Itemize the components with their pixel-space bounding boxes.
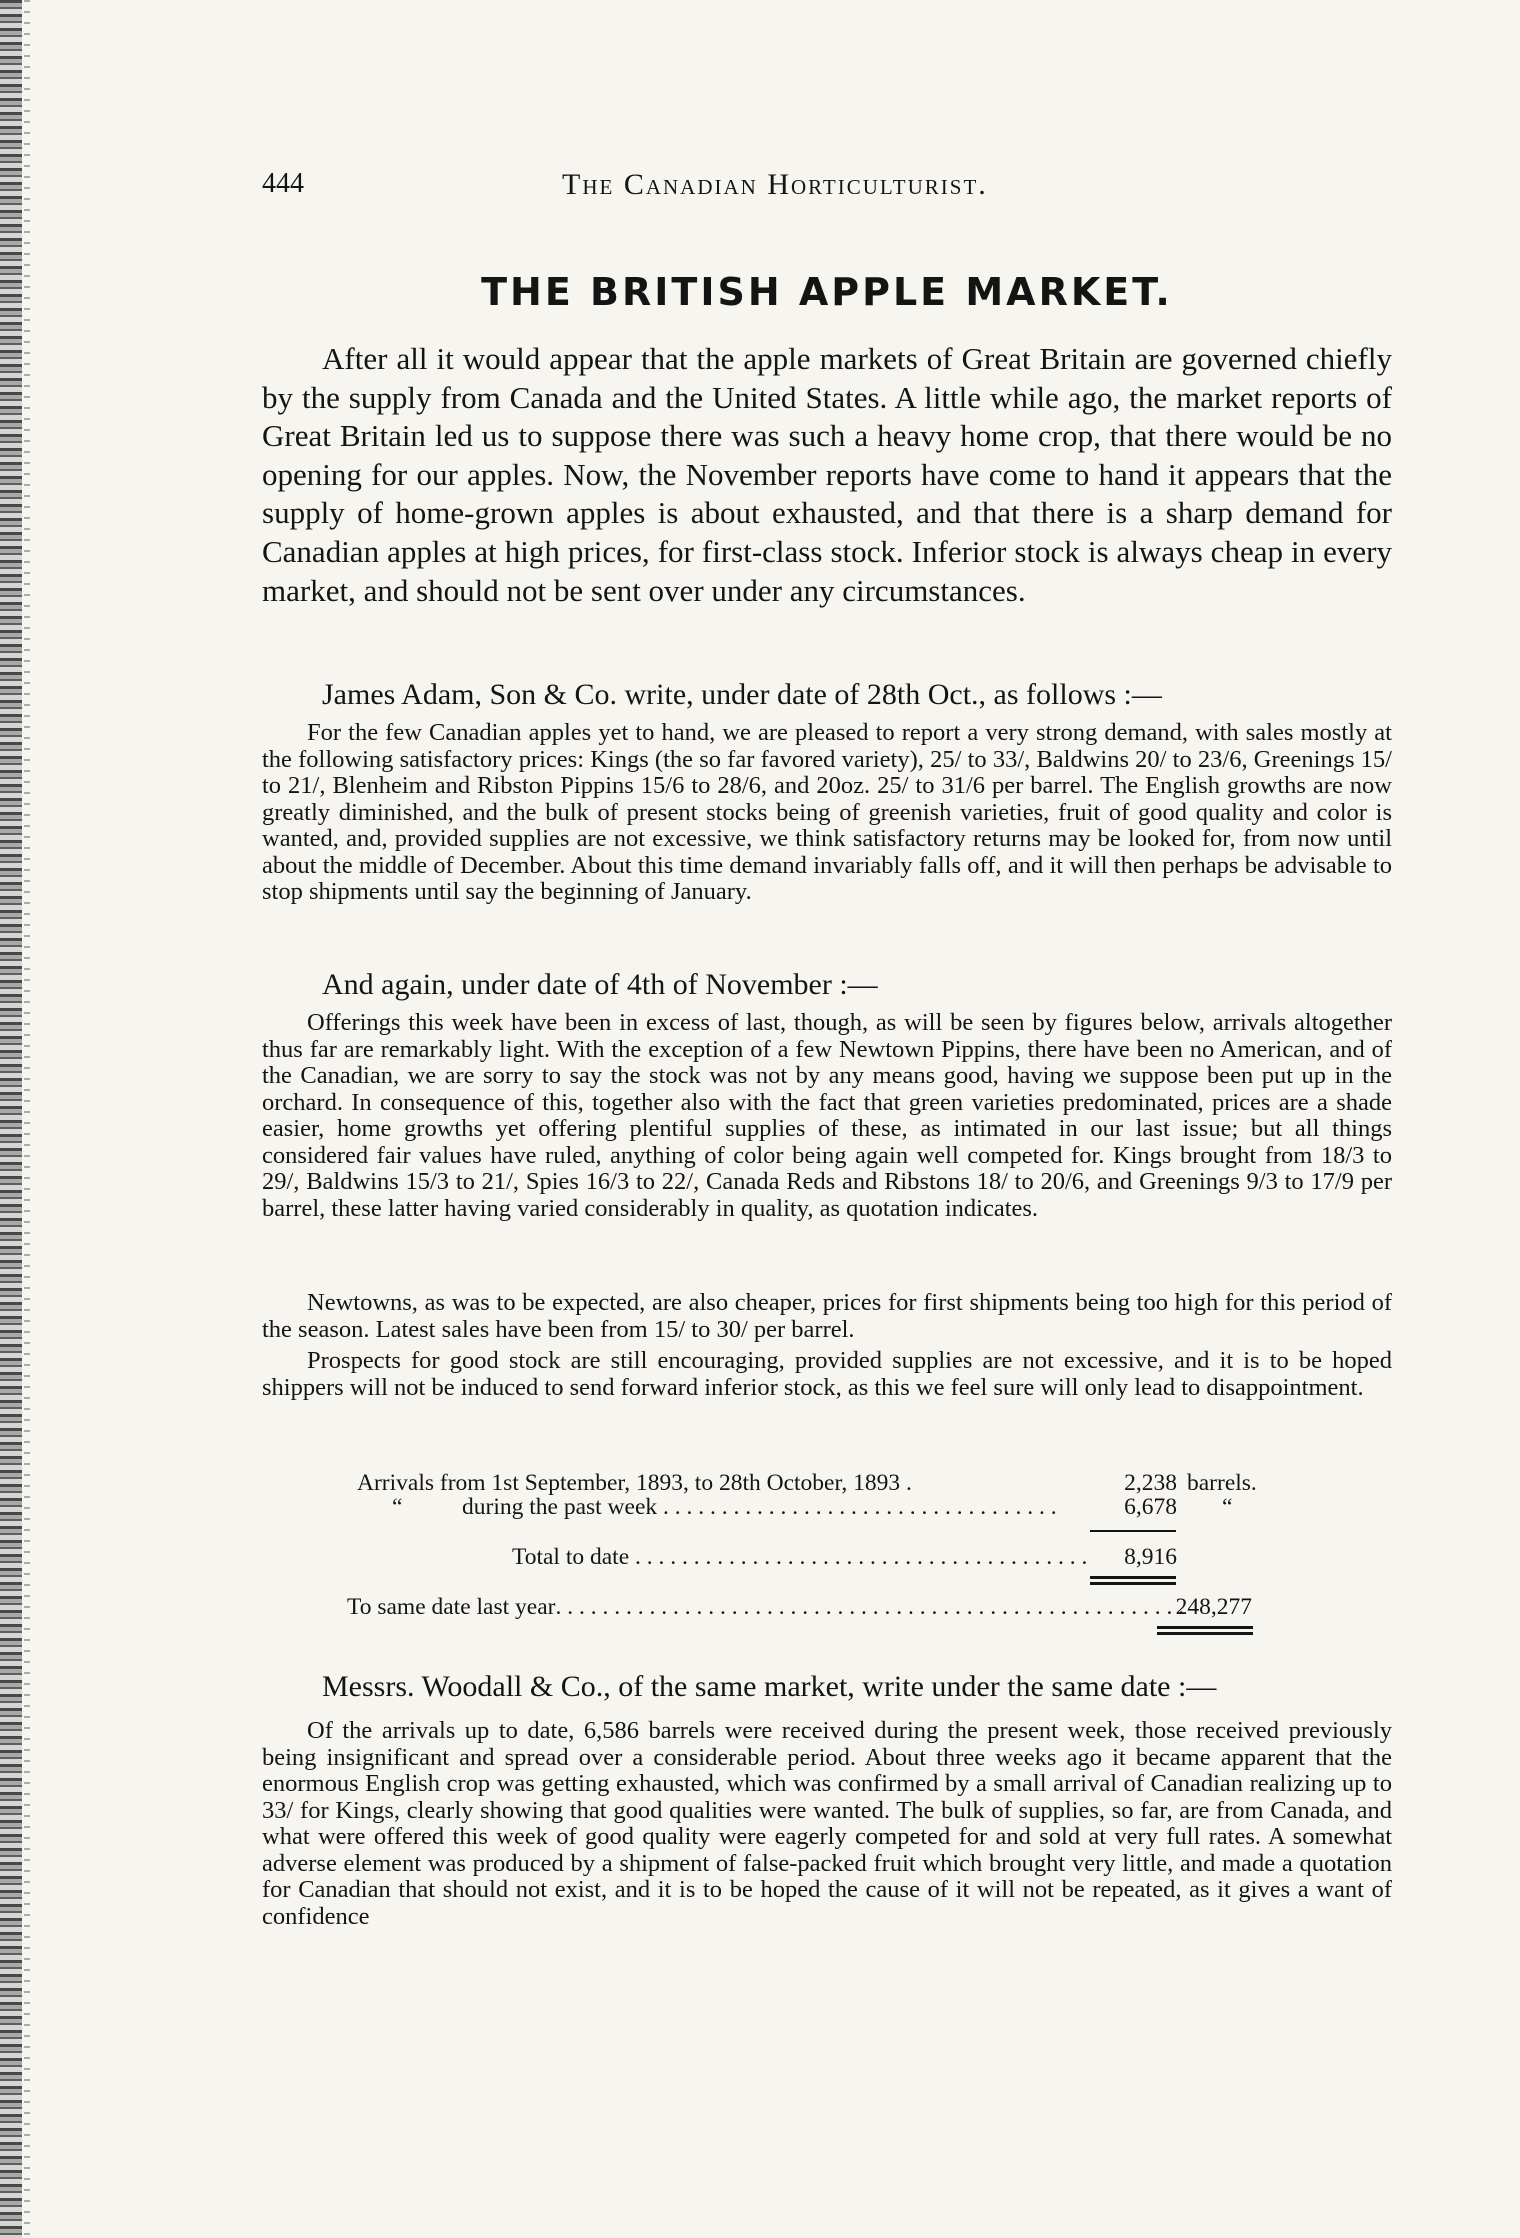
article-title: THE BRITISH APPLE MARKET.	[481, 270, 1173, 314]
quote-adam-28-oct: For the few Canadian apples yet to hand, we are pleased to report a very strong demand, with sales mostly at the following satisfactory prices: Kings (the so far favored variety), 25/ to 33/, Baldwins 20/ to 23/6, Greenings 15/ to 21/, Blenheim and Ribston Pippins 15/6 to 28/6, and 20oz. 25/ to 31/6 per barrel. The English growths are now greatly diminished, and the bulk of present stocks being of greenish varieties, fruit of good quality and color is wanted, and, provided supplies are not excessive, we think satisfactory returns may be looked for, from now until about the middle of December. About this time demand invariably falls off, and it will then perhaps be advisable to stop shipments until say the beginning of January.	[262, 719, 1392, 905]
quote-adam-4-nov: Offerings this week have been in excess of last, though, as will be seen by figures below, arrivals altogether thus far are remarkably light. With the exception of a few Newtown Pippins, there have been no American, and of the Canadian, we are sorry to say the stock was not by any means good, having we suppose been put up in the orchard. In consequence of this, together also with the fact that green varieties predominated, prices are a shade easier, home growths yet offering plentiful supplies of these, as intimated in our last issue; but all things considered fair values have ruled, anything of color being again well competed for. Kings brought from 18/3 to 29/, Baldwins 15/3 to 21/, Spies 16/3 to 22/, Canada Reds and Ribstons 18/ to 20/6, and Greenings 9/3 to 17/9 per barrel, these latter having varied considerably in quality, as quotation indicates.	[262, 1009, 1392, 1222]
page-header	[262, 168, 1392, 208]
arrivals-row1-value: 2,238	[1124, 1470, 1177, 1496]
arrivals-row1-unit: barrels.	[1187, 1470, 1257, 1496]
arrivals-total-value: 8,916	[1124, 1544, 1177, 1570]
arrivals-row2-ditto: “	[392, 1494, 403, 1520]
arrivals-row2-value: 6,678	[1124, 1494, 1177, 1520]
quote-woodall: Of the arrivals up to date, 6,586 barrels were received during the present week, those received previously being insignificant and spread over a considerable period. About three weeks ago it became apparent that the enormous English crop was getting exhausted, which was confirmed by a small arrival of Canadian realizing up to 33/ for Kings, clearly showing that good qualities were wanted. The bulk of supplies, so far, are from Canada, and what were offered this week of good quality were eagerly competed for and sold at very full rates. A somewhat adverse element was produced by a shipment of false-packed fruit which brought very little, and made a quotation for Canadian that should not exist, and it is to be hoped the cause of it will not be repeated, as it gives a want of confidence	[262, 1717, 1392, 1930]
last-year-double-rule-1	[1157, 1626, 1253, 1629]
arrivals-row-total	[512, 1544, 1088, 1571]
total-double-rule-1	[1090, 1576, 1176, 1579]
running-title: The Canadian Horticulturist.	[562, 168, 988, 201]
lead-adam-4-nov: And again, under date of 4th of November :—	[322, 968, 878, 1001]
total-double-rule-2	[1090, 1582, 1176, 1585]
lead-woodall: Messrs. Woodall & Co., of the same market, write under the same date :—	[322, 1670, 1217, 1703]
arrivals-total-label: Total to date	[512, 1544, 630, 1570]
arrivals-row-since-september	[357, 1470, 912, 1497]
subtotal-rule	[1090, 1530, 1176, 1532]
page-binding-shadow	[24, 0, 30, 2238]
arrivals-row-past-week	[462, 1494, 1057, 1521]
lead-adam-28-oct: James Adam, Son & Co. write, under date of 28th Oct., as follows :—	[322, 678, 1162, 711]
page-number: 444	[262, 168, 304, 199]
leader-dots: . . . . . . . . . . . . . . . . . . . . . . . . . . . . . . . . . . . . . . .	[629, 1544, 1088, 1570]
last-year-double-rule-2	[1157, 1632, 1253, 1635]
quote-newtowns: Newtowns, as was to be expected, are also cheaper, prices for first shipments being too high for this period of the season. Latest sales have been from 15/ to 30/ per barrel.	[262, 1289, 1392, 1343]
page-binding-edge	[0, 0, 22, 2238]
intro-paragraph: After all it would appear that the apple markets of Great Britain are governed chiefly by the supply from Canada and the United States. A little while ago, the market reports of Great Britain led us to suppose there was such a heavy home crop, that there would be no opening for our apples. Now, the November reports have come to hand it appears that the supply of home-grown apples is about exhausted, and that there is a sharp demand for Canadian apples at high prices, for first-class stock. Inferior stock is always cheap in every market, and should not be sent over under any circumstances.	[262, 341, 1392, 608]
arrivals-row-last-year	[347, 1594, 1185, 1621]
arrivals-row2-label: during the past week	[462, 1494, 658, 1520]
quote-prospects: Prospects for good stock are still encouraging, provided supplies are not excessive, and it is to be hoped shippers will not be induced to send forward inferior stock, as this we feel sure will only lead to disappointment.	[262, 1347, 1392, 1401]
arrivals-row1-label: Arrivals from 1st September, 1893, to 28th October, 1893 .	[357, 1470, 912, 1496]
leader-dots: . . . . . . . . . . . . . . . . . . . . . . . . . . . . . . . . . . . . . . . . . . . . . . . . . . . . . .	[555, 1594, 1185, 1620]
arrivals-last-year-value: 248,277	[1175, 1594, 1252, 1620]
leader-dots: . . . . . . . . . . . . . . . . . . . . . . . . . . . . . . . . . .	[657, 1494, 1057, 1520]
arrivals-row2-unit: “	[1222, 1494, 1233, 1520]
arrivals-last-year-label: To same date last year	[347, 1594, 556, 1620]
